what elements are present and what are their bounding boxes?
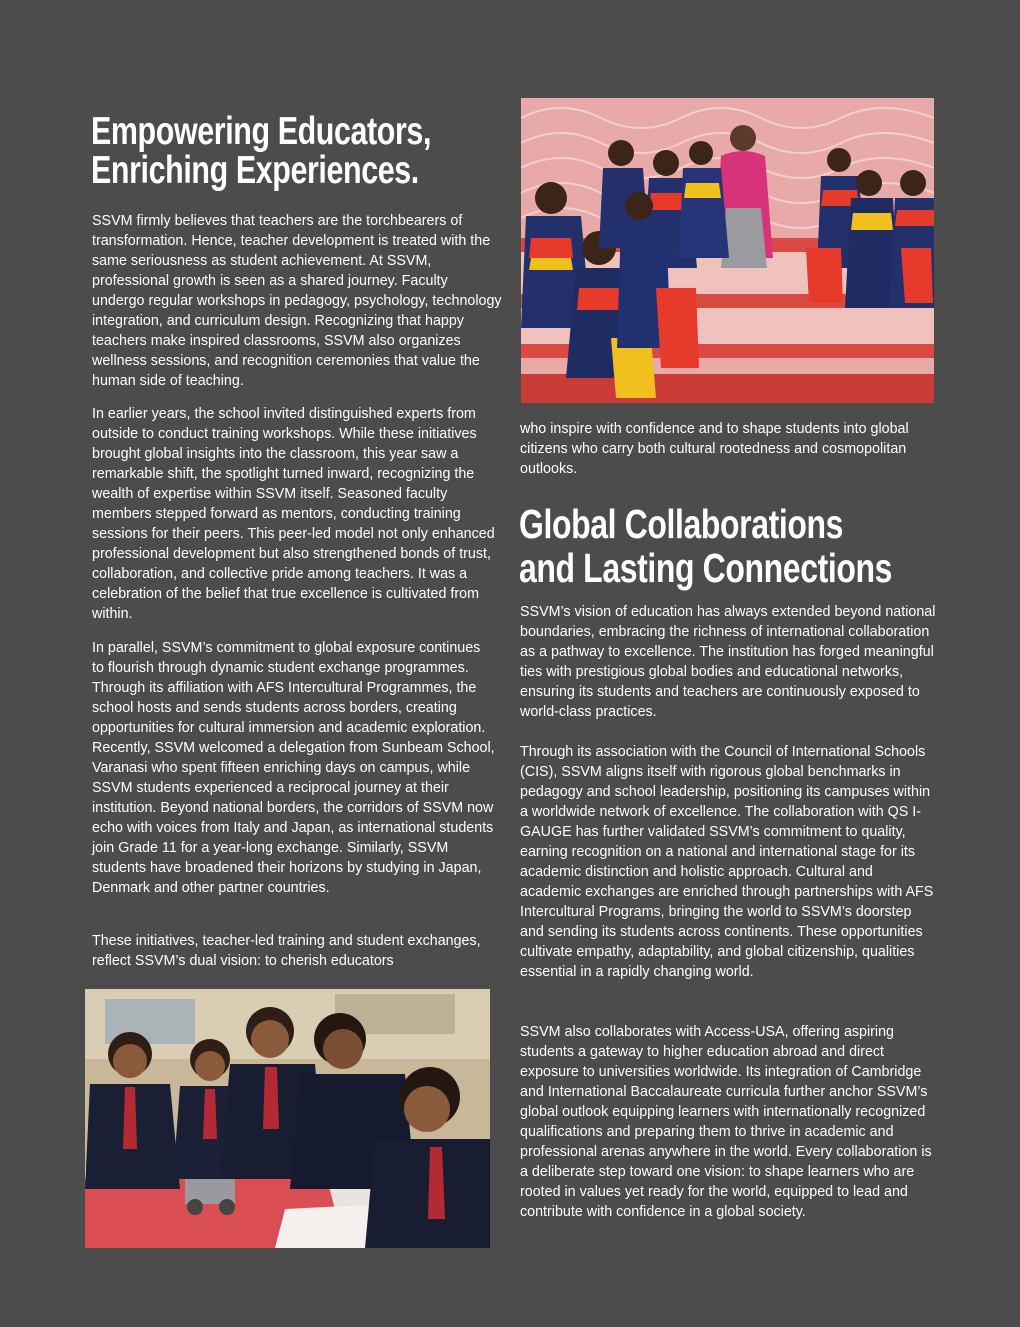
section-2-title [519,502,892,590]
section-1-title-line-2: Enriching Experiences. [91,149,419,192]
section-2-paragraph-3: SSVM also collaborates with Access-USA, offering aspiring students a gateway to higher education abroad and direct exposure to universities worldwide. Its integration of Cambridge and International Baccalaureate curricula further anchor SSVM’s global outlook equipping learners with internationally recognized qualifications and preparing them to thrive in academic and professional arenas anywhere in the world. Every collaboration is a deliberate step toward one vision: to shape learners who are rooted in values yet ready for the world, equipped to lead and contribute with confidence in a global society. [520,1024,932,1220]
students-with-teacher-illustration [521,98,934,403]
section-2-paragraph-2: Through its association with the Council of International Schools (CIS), SSVM aligns itself with rigorous global benchmarks in pedagogy and school leadership, positioning its campuses within a worldwide network of excellence. The collaboration with QS I-GAUGE has further validated SSVM’s commitment to quality, earning recognition on a national and international stage for its academic distinction and holistic approach. Cultural and academic exchanges are enriched through partnerships with AFS Intercultural Programs, bringing the world to SSVM’s doorstep and sending its students across continents. These opportunities cultivate empathy, adaptability, and global citizenship, qualities essential in a rapidly changing world. [520,744,934,980]
section-1-paragraph-5: who inspire with confidence and to shape students into global citizens who carry both cultural rootedness and cosmopolitan outlooks. [520,421,909,477]
section-1-title [91,112,431,190]
section-2-title-line-2: and Lasting Connections [519,545,893,591]
section-1-paragraph-3: In parallel, SSVM’s commitment to global exposure continues to flourish through dynamic student exchange programmes. Through its affiliation with AFS Intercultural Programmes, the school hosts and sends students across borders, creating opportunities for cultural immersion and academic exploration. Recently, SSVM welcomed a delegation from Sunbeam School, Varanasi who spent fifteen enriching days on campus, while SSVM students experienced a reciprocal journey at their institution. Beyond national borders, the corridors of SSVM now echo with voices from Italy and Japan, as international students join Grade 11 for a year-long exchange. Similarly, SSVM students have broadened their horizons by studying in Japan, Denmark and other partner countries. [92,640,495,896]
section-1-paragraph-4: These initiatives, teacher-led training and student exchanges, reflect SSVM’s dual vision: to cherish educators [92,933,481,969]
robotics-students-photo [85,989,490,1248]
students-with-teacher-photo [521,98,934,403]
section-1-title-line-1: Empowering Educators, [91,110,432,153]
section-2-title-line-1: Global Collaborations [519,501,844,547]
section-1-paragraph-1: SSVM firmly believes that teachers are the torchbearers of transformation. Hence, teacher development is treated with the same seriousness as student achievement. At SSVM, professional growth is seen as a shared journey. Faculty undergo regular workshops in pedagogy, psychology, technology integration, and curriculum design. Recognizing that happy teachers make inspired classrooms, SSVM also organizes wellness sessions, and recognition ceremonies that value the human side of teaching. [92,213,502,389]
section-2-paragraph-1: SSVM’s vision of education has always extended beyond national boundaries, embracing the richness of international collaboration as a pathway to excellence. The institution has forged meaningful ties with prestigious global bodies and educational networks, ensuring its students and teachers are continuously exposed to world-class practices. [520,604,936,720]
section-1-paragraph-2: In earlier years, the school invited distinguished experts from outside to conduct training workshops. While these initiatives brought global insights into the classroom, this year saw a remarkable shift, the spotlight turned inward, recognizing the wealth of expertise within SSVM itself. Seasoned faculty members stepped forward as mentors, conducting training sessions for their peers. This peer-led model not only enhanced professional development but also strengthened bonds of trust, collaboration, and collective pride among teachers. It was a celebration of the belief that true excellence is cultivated from within. [92,406,495,622]
robotics-students-illustration [85,989,490,1248]
